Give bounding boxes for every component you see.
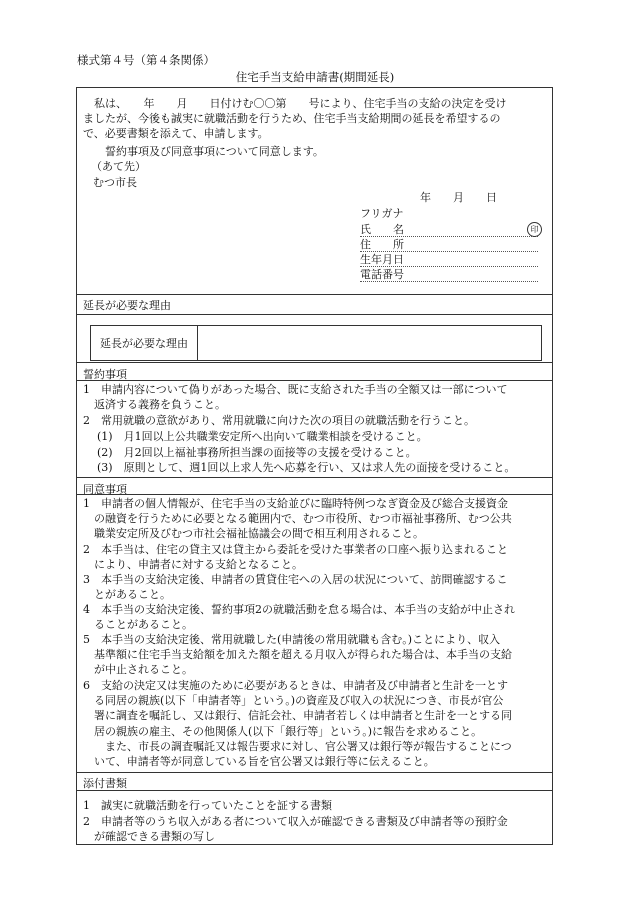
birthdate-label: 生年月日 xyxy=(360,253,404,266)
attachment-item: 2 申請者等のうち収入がある者について収入が確認できる書類及び申請者等の預貯金 が確認できる書類の写し xyxy=(83,815,508,844)
application-form xyxy=(76,87,553,845)
address-label: 住 所 xyxy=(360,238,404,251)
extension-heading: 延長が必要な理由 xyxy=(83,299,171,312)
pledge-subitem: (2) 月2回以上福祉事務所担当課の面接等の支援を受けること。 xyxy=(97,446,417,459)
extension-heading-divider xyxy=(77,314,552,315)
date-line: 年 月 日 xyxy=(420,191,497,204)
furigana-label: フリガナ xyxy=(360,207,404,220)
agreement-heading-divider xyxy=(77,494,552,495)
reason-input[interactable] xyxy=(198,326,541,360)
attachment-item: 1 誠実に就職活動を行っていたことを証する書類 xyxy=(83,799,332,812)
form-number: 様式第４号（第４条関係） xyxy=(77,53,215,67)
agreement-item: 1 申請者の個人情報が、住宅手当の支給並びに臨時特例つなぎ資金及び総合支援資金 の融資を行うために必要となる範囲内で、むつ市役所、むつ市福祉事務所、むつ公共 職業安定所及びむつ市社会福祉協議会の間で相互利用されること。 xyxy=(83,497,512,541)
form-title: 住宅手当支給申請書(期間延長) xyxy=(235,70,395,84)
pledge-subitem: (3) 原則として、週1回以上求人先へ応募を行い、又は求人先の面接を受けること。 xyxy=(97,461,516,474)
intro-line: で、必要書類を添えて、申請します。 xyxy=(83,127,269,141)
pledge-item: 2 常用就職の意欲があり、常用就職に向けた次の項目の就職活動を行うこと。 xyxy=(83,414,475,427)
name-label: 氏 名 xyxy=(360,223,404,236)
intro-line: ましたが、今後も誠実に就職活動を行うため、住宅手当支給期間の延長を希望するの xyxy=(83,112,501,126)
phone-label: 電話番号 xyxy=(360,268,404,281)
pledge-heading: 誓約事項 xyxy=(83,368,127,381)
agreement-heading: 同意事項 xyxy=(83,483,127,496)
agreement-item: 4 本手当の支給決定後、誓約事項2の就職活動を怠る場合は、本手当の支給が中止され ることがあること。 xyxy=(83,603,515,632)
attachments-heading-divider xyxy=(77,790,552,791)
agreement-item: 3 本手当の支給決定後、申請者の賃貸住宅への入居の状況について、訪問確認するこ とがあること。 xyxy=(83,573,508,602)
agreement-item: 2 本手当は、住宅の貸主又は貸主から委託を受けた事業者の口座へ振り込まれること により、申請者に対する支給となること。 xyxy=(83,543,508,572)
pledge-heading-divider xyxy=(77,380,552,381)
reason-box xyxy=(90,325,542,361)
attachments-heading: 添付書類 xyxy=(83,777,127,790)
pledge-subitem: (1) 月1回以上公共職業安定所へ出向いて職業相談を受けること。 xyxy=(97,430,428,443)
reason-box-label: 延長が必要な理由 xyxy=(91,326,198,360)
consent-line: 誓約事項及び同意事項について同意します。 xyxy=(105,145,324,158)
intro-line: 私は、 年 月 日付けむ〇〇第 号により、住宅手当の支給の決定を受け xyxy=(94,97,507,110)
addressee: むつ市長 xyxy=(93,176,137,189)
pledge-item: 1 申請内容について偽りがあった場合、既に支給された手当の全額又は一部について 返済する義務を負うこと。 xyxy=(83,383,508,412)
phone-field[interactable] xyxy=(360,281,538,282)
pledge-section xyxy=(77,362,552,363)
extension-section xyxy=(77,294,552,295)
agreement-section xyxy=(77,477,552,478)
addressee-label: （あて先） xyxy=(91,160,146,173)
agreement-item: 5 本手当の支給決定後、常用就職した(申請後の常用就職も含む。)ことにより、収入 基準額に住宅手当支給額を加えた額を超える月収入が得られた場合は、本手当の支給 が中止されること。 xyxy=(83,633,512,677)
attachments-section xyxy=(77,772,552,773)
intro-text xyxy=(83,96,551,142)
seal-icon: 印 xyxy=(527,222,542,237)
agreement-item: 6 支給の決定又は実施のために必要があるときは、申請者及び申請者と生計を一とす る同居の親族(以下「申請者等」という。)の資産及び収入の状況につき、市長が官公 署に調査を嘱託し、又は銀行、信託会社、申請者若しくは申請者と生計を一とする同 居の親族の雇主、その他関係人(以下「銀行等」という。)に報告を求めること。 また、市長の調査嘱託又は報告要求に対し、官公署又は銀行等が報告することにつ いて、申請者等が同意している旨を官公署又は銀行等に伝えること。 xyxy=(83,679,512,769)
